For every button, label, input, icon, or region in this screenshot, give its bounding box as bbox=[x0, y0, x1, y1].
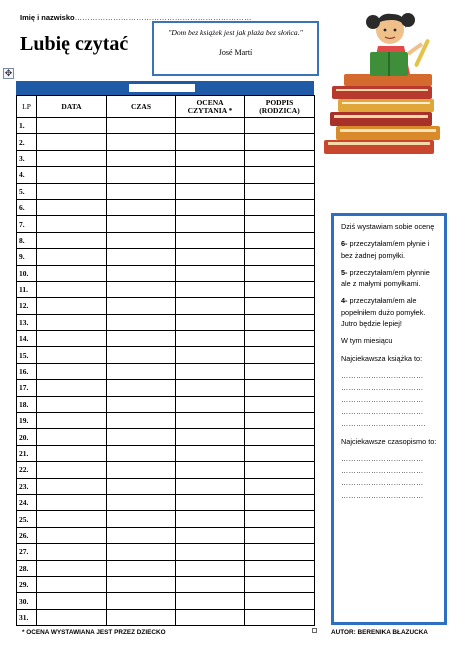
czas-cell[interactable] bbox=[107, 560, 176, 576]
row-number: 18. bbox=[17, 396, 37, 412]
table-row bbox=[17, 167, 315, 183]
ocena-cell[interactable] bbox=[176, 118, 245, 134]
data-cell[interactable] bbox=[37, 527, 107, 543]
data-cell[interactable] bbox=[37, 478, 107, 494]
czas-cell[interactable] bbox=[107, 445, 176, 461]
magazine-label: Najciekawsze czasopismo to: bbox=[341, 437, 437, 447]
czas-cell[interactable] bbox=[107, 363, 176, 379]
czas-cell[interactable] bbox=[107, 281, 176, 297]
row-number: 12. bbox=[17, 298, 37, 314]
row-number: 23. bbox=[17, 478, 37, 494]
data-cell[interactable] bbox=[37, 134, 107, 150]
row-number: 20. bbox=[17, 429, 37, 445]
table-color-header bbox=[16, 81, 314, 95]
podpis-cell[interactable] bbox=[245, 347, 315, 363]
table-row bbox=[17, 560, 315, 576]
table-row bbox=[17, 593, 315, 609]
podpis-cell[interactable] bbox=[245, 380, 315, 396]
table-row bbox=[17, 232, 315, 248]
czas-cell[interactable] bbox=[107, 609, 176, 625]
magazine-line[interactable]: …………………………… bbox=[341, 454, 424, 464]
podpis-cell[interactable] bbox=[245, 216, 315, 232]
book-line[interactable]: ……………………………. bbox=[341, 419, 426, 429]
podpis-cell[interactable] bbox=[245, 265, 315, 281]
magazine-line[interactable]: …………………………… bbox=[341, 466, 424, 476]
table-row bbox=[17, 347, 315, 363]
ocena-cell[interactable] bbox=[176, 281, 245, 297]
table-row bbox=[17, 413, 315, 429]
table-row bbox=[17, 527, 315, 543]
czas-cell[interactable] bbox=[107, 183, 176, 199]
data-cell[interactable] bbox=[37, 118, 107, 134]
name-field[interactable]: …………………………………………………………… bbox=[74, 13, 252, 22]
podpis-cell[interactable] bbox=[245, 527, 315, 543]
ocena-cell[interactable] bbox=[176, 347, 245, 363]
book-label: Najciekawsza książka to: bbox=[341, 353, 423, 363]
row-number: 30. bbox=[17, 593, 37, 609]
podpis-cell[interactable] bbox=[245, 199, 315, 215]
ocena-cell[interactable] bbox=[176, 462, 245, 478]
ocena-cell[interactable] bbox=[176, 183, 245, 199]
row-number: 7. bbox=[17, 216, 37, 232]
row-number: 22. bbox=[17, 462, 37, 478]
ocena-cell[interactable] bbox=[176, 478, 245, 494]
data-cell[interactable] bbox=[37, 167, 107, 183]
data-cell[interactable] bbox=[37, 445, 107, 461]
data-cell[interactable] bbox=[37, 413, 107, 429]
podpis-cell[interactable] bbox=[245, 183, 315, 199]
czas-cell[interactable] bbox=[107, 265, 176, 281]
ocena-cell[interactable] bbox=[176, 199, 245, 215]
table-row bbox=[17, 150, 315, 166]
row-number: 24. bbox=[17, 494, 37, 510]
data-cell[interactable] bbox=[37, 429, 107, 445]
table-row bbox=[17, 478, 315, 494]
table-row bbox=[17, 396, 315, 412]
sidebar-intro: Dziś wystawiam sobie ocenę bbox=[341, 222, 435, 231]
podpis-cell[interactable] bbox=[245, 413, 315, 429]
data-cell[interactable] bbox=[37, 494, 107, 510]
podpis-cell[interactable] bbox=[245, 118, 315, 134]
grade-5-number: 5- bbox=[341, 267, 348, 277]
data-cell[interactable] bbox=[37, 281, 107, 297]
podpis-cell[interactable] bbox=[245, 249, 315, 265]
row-number: 14. bbox=[17, 331, 37, 347]
ocena-cell[interactable] bbox=[176, 331, 245, 347]
col-header-ocena: OCENA CZYTANIA * bbox=[176, 96, 245, 118]
data-cell[interactable] bbox=[37, 216, 107, 232]
ocena-cell[interactable] bbox=[176, 429, 245, 445]
table-row bbox=[17, 199, 315, 215]
text-cursor bbox=[314, 182, 315, 192]
row-number: 13. bbox=[17, 314, 37, 330]
podpis-cell[interactable] bbox=[245, 363, 315, 379]
data-cell[interactable] bbox=[37, 199, 107, 215]
podpis-cell[interactable] bbox=[245, 462, 315, 478]
ocena-cell[interactable] bbox=[176, 249, 245, 265]
data-cell[interactable] bbox=[37, 347, 107, 363]
data-cell[interactable] bbox=[37, 380, 107, 396]
row-number: 8. bbox=[17, 232, 37, 248]
ocena-cell[interactable] bbox=[176, 576, 245, 592]
data-cell[interactable] bbox=[37, 576, 107, 592]
ocena-cell[interactable] bbox=[176, 511, 245, 527]
podpis-cell[interactable] bbox=[245, 445, 315, 461]
row-number: 29. bbox=[17, 576, 37, 592]
ocena-cell[interactable] bbox=[176, 150, 245, 166]
czas-cell[interactable] bbox=[107, 249, 176, 265]
book-lines bbox=[341, 370, 440, 430]
czas-cell[interactable] bbox=[107, 199, 176, 215]
row-number: 19. bbox=[17, 413, 37, 429]
page-title: Lubię czytać bbox=[20, 33, 129, 55]
ocena-cell[interactable] bbox=[176, 527, 245, 543]
czas-cell[interactable] bbox=[107, 544, 176, 560]
book-line[interactable]: …………………………… bbox=[341, 370, 424, 380]
table-move-handle-icon[interactable]: ✥ bbox=[4, 68, 13, 78]
czas-cell[interactable] bbox=[107, 118, 176, 134]
ocena-cell[interactable] bbox=[176, 544, 245, 560]
magazine-lines bbox=[341, 453, 440, 501]
data-cell[interactable] bbox=[37, 232, 107, 248]
podpis-cell[interactable] bbox=[245, 298, 315, 314]
row-number: 27. bbox=[17, 544, 37, 560]
row-number: 28. bbox=[17, 560, 37, 576]
data-cell[interactable] bbox=[37, 331, 107, 347]
table-row bbox=[17, 363, 315, 379]
grade-5-text: przeczytałam/em płynnie ale z małymi pomyłkami. bbox=[341, 267, 430, 289]
czas-cell[interactable] bbox=[107, 347, 176, 363]
table-row bbox=[17, 380, 315, 396]
podpis-cell[interactable] bbox=[245, 232, 315, 248]
czas-cell[interactable] bbox=[107, 576, 176, 592]
podpis-cell[interactable] bbox=[245, 331, 315, 347]
row-number: 15. bbox=[17, 347, 37, 363]
quote-author: José Martí bbox=[218, 48, 253, 58]
data-cell[interactable] bbox=[37, 593, 107, 609]
ocena-cell[interactable] bbox=[176, 380, 245, 396]
ocena-cell[interactable] bbox=[176, 363, 245, 379]
czas-cell[interactable] bbox=[107, 462, 176, 478]
ocena-cell[interactable] bbox=[176, 232, 245, 248]
self-assessment-box bbox=[331, 213, 447, 625]
data-cell[interactable] bbox=[37, 462, 107, 478]
podpis-cell[interactable] bbox=[245, 281, 315, 297]
data-cell[interactable] bbox=[37, 560, 107, 576]
table-row bbox=[17, 511, 315, 527]
table-row bbox=[17, 134, 315, 150]
magazine-line[interactable]: …………………………… bbox=[341, 490, 424, 500]
table-row bbox=[17, 314, 315, 330]
row-number: 6. bbox=[17, 199, 37, 215]
data-cell[interactable] bbox=[37, 298, 107, 314]
table-row bbox=[17, 298, 315, 314]
book-line[interactable]: …………………………… bbox=[341, 383, 424, 392]
col-header-czas: CZAS bbox=[107, 96, 176, 118]
ocena-cell[interactable] bbox=[176, 413, 245, 429]
book-line[interactable]: …………………………… bbox=[341, 395, 424, 405]
table-resize-handle[interactable] bbox=[312, 628, 317, 633]
row-number: 26. bbox=[17, 527, 37, 543]
ocena-cell[interactable] bbox=[176, 609, 245, 625]
reading-table bbox=[16, 95, 315, 626]
table-row bbox=[17, 609, 315, 625]
grade-5-item bbox=[341, 267, 440, 290]
czas-cell[interactable] bbox=[107, 429, 176, 445]
author-credit: AUTOR: BERENIKA BŁAZUCKA bbox=[331, 629, 428, 636]
table-body bbox=[17, 118, 315, 626]
table-row bbox=[17, 331, 315, 347]
row-number: 10. bbox=[17, 265, 37, 281]
ocena-cell[interactable] bbox=[176, 134, 245, 150]
data-cell[interactable] bbox=[37, 396, 107, 412]
czas-cell[interactable] bbox=[107, 298, 176, 314]
table-row bbox=[17, 544, 315, 560]
footnote: * OCENA WYSTAWIANA JEST PRZEZ DZIECKO bbox=[22, 629, 166, 636]
row-number: 5. bbox=[17, 183, 37, 199]
podpis-cell[interactable] bbox=[245, 429, 315, 445]
ocena-cell[interactable] bbox=[176, 265, 245, 281]
czas-cell[interactable] bbox=[107, 216, 176, 232]
table-row bbox=[17, 281, 315, 297]
podpis-cell[interactable] bbox=[245, 544, 315, 560]
table-row bbox=[17, 118, 315, 134]
table-row bbox=[17, 576, 315, 592]
row-number: 9. bbox=[17, 249, 37, 265]
czas-cell[interactable] bbox=[107, 593, 176, 609]
table-row bbox=[17, 249, 315, 265]
czas-cell[interactable] bbox=[107, 396, 176, 412]
grade-4-item bbox=[341, 295, 440, 329]
name-label: Imię i nazwisko bbox=[20, 13, 75, 22]
podpis-cell[interactable] bbox=[245, 560, 315, 576]
quote-box bbox=[152, 21, 319, 76]
data-cell[interactable] bbox=[37, 609, 107, 625]
girl-figure bbox=[366, 13, 430, 76]
podpis-cell[interactable] bbox=[245, 150, 315, 166]
podpis-cell[interactable] bbox=[245, 494, 315, 510]
czas-cell[interactable] bbox=[107, 134, 176, 150]
czas-cell[interactable] bbox=[107, 331, 176, 347]
czas-cell[interactable] bbox=[107, 413, 176, 429]
row-number: 21. bbox=[17, 445, 37, 461]
magazine-line[interactable]: …………………………… bbox=[341, 478, 424, 488]
czas-cell[interactable] bbox=[107, 478, 176, 494]
ocena-cell[interactable] bbox=[176, 216, 245, 232]
podpis-cell[interactable] bbox=[245, 593, 315, 609]
czas-cell[interactable] bbox=[107, 527, 176, 543]
data-cell[interactable] bbox=[37, 150, 107, 166]
grade-6-item bbox=[341, 238, 440, 261]
czas-cell[interactable] bbox=[107, 380, 176, 396]
table-row bbox=[17, 494, 315, 510]
czas-cell[interactable] bbox=[107, 150, 176, 166]
podpis-cell[interactable] bbox=[245, 478, 315, 494]
data-cell[interactable] bbox=[37, 544, 107, 560]
czas-cell[interactable] bbox=[107, 494, 176, 510]
czas-cell[interactable] bbox=[107, 511, 176, 527]
ocena-cell[interactable] bbox=[176, 298, 245, 314]
czas-cell[interactable] bbox=[107, 314, 176, 330]
row-number: 17. bbox=[17, 380, 37, 396]
col-header-data: DATA bbox=[37, 96, 107, 118]
ocena-cell[interactable] bbox=[176, 494, 245, 510]
czas-cell[interactable] bbox=[107, 232, 176, 248]
col-header-lp: LP bbox=[17, 96, 37, 118]
podpis-cell[interactable] bbox=[245, 167, 315, 183]
podpis-cell[interactable] bbox=[245, 134, 315, 150]
table-row bbox=[17, 183, 315, 199]
data-cell[interactable] bbox=[37, 363, 107, 379]
data-cell[interactable] bbox=[37, 265, 107, 281]
table-row bbox=[17, 429, 315, 445]
table-header-row bbox=[17, 96, 315, 118]
ocena-cell[interactable] bbox=[176, 167, 245, 183]
podpis-cell[interactable] bbox=[245, 314, 315, 330]
grade-4-number: 4- bbox=[341, 296, 348, 306]
month-label: W tym miesiącu bbox=[341, 336, 393, 346]
ocena-cell[interactable] bbox=[176, 560, 245, 576]
data-cell[interactable] bbox=[37, 183, 107, 199]
table-row bbox=[17, 462, 315, 478]
grade-6-text: przeczytałam/em płynie i bez żadnej pomyłki. bbox=[341, 239, 430, 260]
reading-log bbox=[16, 81, 314, 626]
podpis-cell[interactable] bbox=[245, 396, 315, 412]
row-number: 31. bbox=[17, 609, 37, 625]
grade-6-number: 6- bbox=[341, 239, 348, 249]
data-cell[interactable] bbox=[37, 511, 107, 527]
quote-text: "Dom bez książek jest jak plaża bez słońca." bbox=[168, 28, 303, 37]
row-number: 4. bbox=[17, 167, 37, 183]
data-cell[interactable] bbox=[37, 314, 107, 330]
row-number: 25. bbox=[17, 511, 37, 527]
data-cell[interactable] bbox=[37, 249, 107, 265]
podpis-cell[interactable] bbox=[245, 609, 315, 625]
row-number: 2. bbox=[17, 134, 37, 150]
ocena-cell[interactable] bbox=[176, 593, 245, 609]
book-line[interactable]: …………………………… bbox=[341, 407, 424, 417]
header-white-cell bbox=[129, 84, 195, 92]
book-stack bbox=[324, 74, 440, 154]
row-number: 3. bbox=[17, 150, 37, 166]
row-number: 11. bbox=[17, 281, 37, 297]
row-number: 1. bbox=[17, 118, 37, 134]
col-header-podpis: PODPIS (RODZICA) bbox=[245, 96, 315, 118]
ocena-cell[interactable] bbox=[176, 445, 245, 461]
ocena-cell[interactable] bbox=[176, 314, 245, 330]
girl-reading-books-illustration bbox=[318, 8, 466, 168]
grade-4-text: przeczytałam/em ale popełniłem dużo pomyłek. Jutro będzie lepiej! bbox=[341, 296, 426, 329]
table-row bbox=[17, 265, 315, 281]
ocena-cell[interactable] bbox=[176, 396, 245, 412]
table-row bbox=[17, 216, 315, 232]
podpis-cell[interactable] bbox=[245, 576, 315, 592]
czas-cell[interactable] bbox=[107, 167, 176, 183]
row-number: 16. bbox=[17, 363, 37, 379]
table-row bbox=[17, 445, 315, 461]
podpis-cell[interactable] bbox=[245, 511, 315, 527]
